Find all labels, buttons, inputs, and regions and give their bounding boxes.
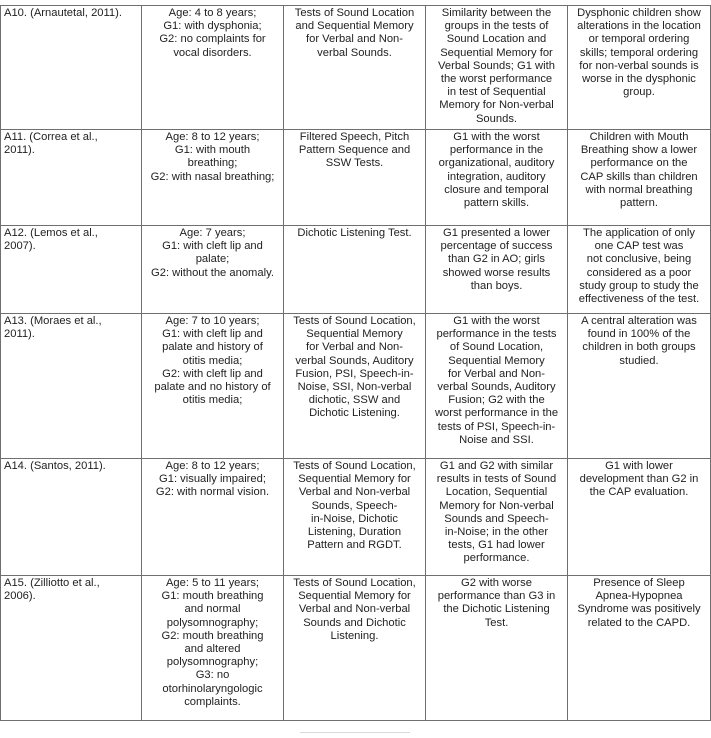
cell-line: or temporal ordering: [588, 33, 690, 46]
cell-line: otitis media;: [182, 394, 243, 407]
conclusion-cell: [568, 6, 711, 130]
cell-line: showed worse results: [442, 266, 551, 279]
cell-line: pattern skills.: [463, 197, 530, 210]
cell-line: not conclusive, being: [586, 253, 692, 266]
cell-line: otitis media;: [182, 354, 243, 367]
cell-line: SSW Tests.: [325, 157, 384, 170]
cell-line: Dichotic Listening.: [309, 407, 400, 420]
cell-line: A11. (Correa et al.,: [4, 131, 98, 143]
results-cell: [426, 314, 568, 459]
cell-line: Fusion; G2 with the: [448, 394, 545, 407]
cell-line: G1 presented a lower: [443, 227, 550, 239]
cell-line: for Verbal and Non-: [305, 341, 404, 354]
cell-line: tests, G1 had lower: [448, 539, 545, 552]
cell-line: Age: 5 to 11 years;: [165, 577, 260, 589]
participants-cell: [142, 576, 284, 721]
cell-line: Tests of Sound Location,: [293, 577, 416, 589]
cell-line: Tests of Sound Location,: [293, 460, 416, 472]
tests-cell: [284, 459, 426, 576]
cell-line: Verbal Sounds; G1 with: [438, 59, 555, 72]
participants-cell: [142, 459, 284, 576]
results-cell: [426, 226, 568, 314]
reference-cell: [1, 130, 142, 226]
cell-line: G1: with cleft lip and: [162, 240, 263, 253]
cell-line: of Sound Location,: [449, 341, 544, 354]
cell-line: A15. (Zilliotto et al.,: [4, 577, 100, 589]
cell-line: verbal Sounds.: [317, 46, 392, 59]
cell-line: Children with Mouth: [589, 131, 689, 143]
participants-cell: [142, 6, 284, 130]
cell-line: Listening.: [330, 629, 379, 642]
cell-line: performance on the: [590, 157, 688, 170]
cell-line: Listening, Duration: [307, 526, 402, 539]
cell-line: studied.: [619, 354, 659, 367]
cell-line: performance in the tests: [436, 328, 557, 341]
cell-line: in-Noise, Dichotic: [310, 512, 399, 525]
cell-line: A14. (Santos, 2011).: [4, 460, 106, 472]
cell-line: G1: with dysphonia;: [163, 20, 262, 33]
table-row: [1, 130, 711, 226]
tests-cell: [284, 6, 426, 130]
table-body: [1, 6, 711, 721]
cell-line: Noise and SSI.: [459, 433, 534, 446]
cell-line: pattern.: [620, 197, 658, 210]
cell-line: Sequential Memory for: [298, 473, 411, 486]
tests-cell: [284, 226, 426, 314]
cell-line: Tests of Sound Location: [294, 7, 415, 19]
cell-line: in test of Sequential: [447, 86, 546, 99]
cell-line: vocal disorders.: [173, 46, 252, 59]
cell-line: results in tests of Sound: [436, 473, 557, 486]
cell-line: Age: 4 to 8 years;: [168, 7, 257, 19]
cell-line: A central alteration was: [581, 315, 697, 327]
cell-line: G1 and G2 with similar: [439, 460, 554, 472]
cell-line: 2007).: [4, 240, 36, 253]
cell-line: Syndrome was positively: [577, 603, 701, 616]
table-row: [1, 576, 711, 721]
cell-line: group.: [623, 86, 655, 99]
cell-line: than boys.: [470, 279, 523, 292]
participants-cell: [142, 226, 284, 314]
cell-line: tests of PSI, Speech-in-: [437, 420, 556, 433]
tests-cell: [284, 314, 426, 459]
conclusion-cell: [568, 226, 711, 314]
cell-line: Presence of Sleep: [593, 577, 685, 589]
cell-line: and normal: [184, 603, 241, 616]
cell-line: Sound Location and: [446, 33, 547, 46]
cell-line: Location, Sequential: [445, 486, 548, 499]
cell-line: related to the CAPD.: [587, 616, 691, 629]
cell-line: the worst performance: [440, 73, 553, 86]
cell-line: 2006).: [4, 590, 36, 603]
cell-line: groups in the tests of: [444, 20, 549, 33]
cell-line: closure and temporal: [444, 183, 549, 196]
cell-line: Filtered Speech, Pitch: [299, 131, 410, 143]
cell-line: alterations in the location: [577, 20, 701, 33]
page-rule: [300, 732, 410, 733]
cell-line: Age: 8 to 12 years;: [165, 460, 260, 472]
conclusion-cell: [568, 576, 711, 721]
cell-line: Sequential Memory for: [298, 590, 411, 603]
cell-line: percentage of success: [440, 240, 553, 253]
cell-line: G2: without the anomaly.: [151, 266, 274, 279]
cell-line: and Sequential Memory: [295, 20, 414, 33]
conclusion-cell: [568, 314, 711, 459]
cell-line: Memory for Non-verbal: [439, 99, 554, 112]
cell-line: found in 100% of the: [587, 328, 691, 341]
tests-cell: [284, 130, 426, 226]
cell-line: A12. (Lemos et al.,: [4, 227, 98, 239]
reference-cell: [1, 576, 142, 721]
cell-line: performance.: [463, 552, 530, 565]
cell-line: A10. (Arnautetal, 2011).: [4, 7, 122, 19]
conclusion-cell: [568, 130, 711, 226]
cell-line: palate and no history of: [154, 381, 271, 394]
cell-line: Fusion, PSI, Speech-in-: [295, 367, 414, 380]
cell-line: G2 with worse: [461, 577, 532, 589]
tests-cell: [284, 576, 426, 721]
results-cell: [426, 130, 568, 226]
cell-line: Noise, SSI, Non-verbal: [297, 381, 412, 394]
cell-line: 2011).: [4, 144, 35, 157]
cell-line: verbal Sounds, Auditory: [437, 381, 556, 394]
cell-line: Age: 7 years;: [179, 227, 246, 239]
studies-table: [0, 5, 711, 721]
conclusion-cell: [568, 459, 711, 576]
cell-line: G1 with the worst: [453, 315, 540, 327]
cell-line: Dysphonic children show: [577, 7, 701, 19]
cell-line: G1 with lower: [605, 460, 673, 472]
cell-line: the CAP evaluation.: [589, 486, 689, 499]
cell-line: G3: no: [195, 669, 230, 682]
cell-line: G2: no complaints for: [159, 33, 266, 46]
cell-line: with normal breathing: [585, 183, 693, 196]
cell-line: G2: with cleft lip and: [162, 367, 263, 380]
cell-line: Similarity between the: [441, 7, 552, 19]
participants-cell: [142, 314, 284, 459]
cell-line: Test.: [484, 616, 509, 629]
table-row: [1, 459, 711, 576]
cell-line: worst performance in the: [434, 407, 559, 420]
reference-cell: [1, 459, 142, 576]
cell-line: Apnea-Hypopnea: [595, 590, 683, 603]
cell-line: Sequential Memory: [306, 328, 403, 341]
cell-line: Tests of Sound Location,: [293, 315, 416, 327]
cell-line: polysomnography;: [166, 656, 259, 669]
cell-line: Pattern and RGDT.: [307, 539, 402, 552]
cell-line: for Verbal and Non-: [305, 33, 404, 46]
cell-line: Sounds and Speech-: [444, 512, 549, 525]
cell-line: one CAP test was: [594, 240, 684, 253]
cell-line: integration, auditory: [447, 170, 546, 183]
reference-cell: [1, 6, 142, 130]
cell-line: Pattern Sequence and: [298, 144, 411, 157]
cell-line: otorhinolaryngologic: [162, 682, 263, 695]
cell-line: G1 with the worst: [453, 131, 540, 143]
results-cell: [426, 6, 568, 130]
cell-line: Verbal and Non-verbal: [298, 603, 411, 616]
cell-line: worse in the dysphonic: [582, 73, 696, 86]
cell-line: polysomnography;: [166, 616, 259, 629]
cell-line: development than G2 in: [579, 473, 699, 486]
cell-line: skills; temporal ordering: [579, 46, 699, 59]
cell-line: palate and history of: [162, 341, 263, 354]
cell-line: and altered: [184, 643, 241, 656]
cell-line: Age: 8 to 12 years;: [165, 131, 260, 143]
cell-line: G1: visually impaired;: [159, 473, 266, 486]
cell-line: palate;: [195, 253, 230, 266]
cell-line: the Dichotic Listening: [443, 603, 550, 616]
cell-line: G2: with nasal breathing;: [150, 170, 275, 183]
cell-line: complaints.: [184, 695, 241, 708]
cell-line: study group to study the: [579, 279, 699, 292]
cell-line: organizational, auditory: [438, 157, 555, 170]
cell-line: dichotic, SSW and: [308, 394, 401, 407]
cell-line: for non-verbal sounds is: [579, 59, 699, 72]
cell-line: than G2 in AO; girls: [447, 253, 545, 266]
cell-line: 2011).: [4, 328, 35, 341]
cell-line: Dichotic Listening Test.: [297, 227, 412, 239]
cell-line: G2: with normal vision.: [155, 486, 270, 499]
cell-line: in-Noise; in the other: [444, 526, 549, 539]
cell-line: Sounds and Dichotic: [303, 616, 406, 629]
cell-line: for Verbal and Non-: [447, 367, 546, 380]
cell-line: Memory for Non-verbal: [439, 499, 554, 512]
table-row: [1, 6, 711, 130]
table-row: [1, 226, 711, 314]
cell-line: Sounds, Speech-: [311, 499, 398, 512]
cell-line: A13. (Moraes et al.,: [4, 315, 102, 327]
cell-line: G1: with cleft lip and: [162, 328, 263, 341]
cell-line: Breathing show a lower: [580, 144, 698, 157]
participants-cell: [142, 130, 284, 226]
reference-cell: [1, 226, 142, 314]
cell-line: Sequential Memory for: [440, 46, 553, 59]
cell-line: verbal Sounds, Auditory: [295, 354, 414, 367]
cell-line: performance in the: [449, 144, 544, 157]
cell-line: children in both groups: [582, 341, 696, 354]
cell-line: G1: with mouth: [174, 144, 251, 157]
cell-line: The application of only: [583, 227, 695, 239]
results-cell: [426, 459, 568, 576]
cell-line: performance than G3 in: [437, 590, 556, 603]
cell-line: CAP skills than children: [580, 170, 698, 183]
cell-line: G2: mouth breathing: [161, 629, 264, 642]
cell-line: effectiveness of the test.: [578, 293, 700, 306]
cell-line: Sounds.: [475, 112, 518, 125]
results-cell: [426, 576, 568, 721]
cell-line: Verbal and Non-verbal: [298, 486, 411, 499]
cell-line: considered as a poor: [586, 266, 692, 279]
table-row: [1, 314, 711, 459]
cell-line: Sequential Memory: [448, 354, 545, 367]
reference-cell: [1, 314, 142, 459]
cell-line: G1: mouth breathing: [161, 590, 264, 603]
cell-line: Age: 7 to 10 years;: [165, 315, 260, 327]
cell-line: breathing;: [187, 157, 238, 170]
